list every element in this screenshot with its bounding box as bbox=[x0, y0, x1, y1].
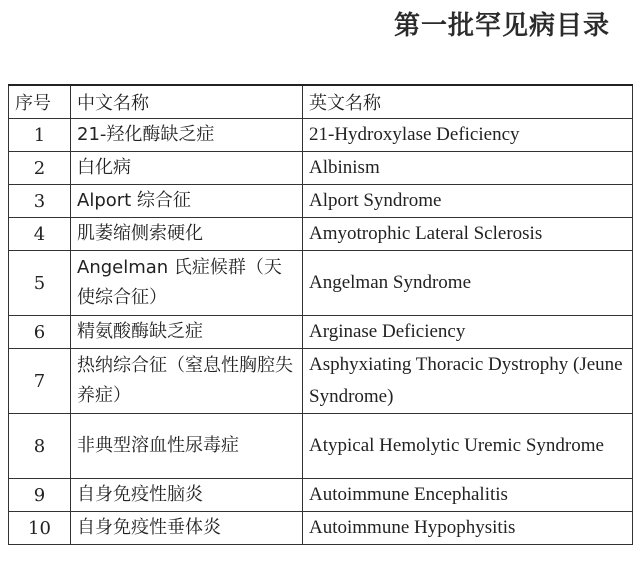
row-en-name: Atypical Hemolytic Uremic Syndrome bbox=[303, 414, 633, 479]
row-en-name: Arginase Deficiency bbox=[303, 316, 633, 349]
table-row bbox=[9, 512, 633, 545]
table-row bbox=[9, 185, 633, 218]
row-en-name: Albinism bbox=[303, 152, 633, 185]
row-zh-name: 自身免疫性脑炎 bbox=[71, 479, 303, 512]
row-zh-name: 肌萎缩侧索硬化 bbox=[71, 218, 303, 251]
table-row bbox=[9, 414, 633, 479]
table-row bbox=[9, 218, 633, 251]
row-en-name: Amyotrophic Lateral Sclerosis bbox=[303, 218, 633, 251]
row-num: 1 bbox=[9, 119, 71, 152]
row-zh-name: 白化病 bbox=[71, 152, 303, 185]
table-row bbox=[9, 316, 633, 349]
disease-table bbox=[8, 84, 633, 545]
row-num: 6 bbox=[9, 316, 71, 349]
table-row bbox=[9, 479, 633, 512]
row-num: 5 bbox=[9, 251, 71, 316]
row-num: 7 bbox=[9, 349, 71, 414]
row-num: 9 bbox=[9, 479, 71, 512]
row-zh-name: Alport 综合征 bbox=[71, 185, 303, 218]
table-row bbox=[9, 119, 633, 152]
page-title: 第一批罕见病目录 bbox=[393, 11, 610, 41]
row-zh-name: 非典型溶血性尿毒症 bbox=[71, 414, 303, 479]
row-en-name: Angelman Syndrome bbox=[303, 251, 633, 316]
header-en: 英文名称 bbox=[303, 85, 633, 119]
row-zh-name: 精氨酸酶缺乏症 bbox=[71, 316, 303, 349]
table-row bbox=[9, 349, 633, 414]
header-zh: 中文名称 bbox=[71, 85, 303, 119]
row-num: 3 bbox=[9, 185, 71, 218]
table-row bbox=[9, 152, 633, 185]
row-en-name: Alport Syndrome bbox=[303, 185, 633, 218]
header-num: 序号 bbox=[9, 85, 71, 119]
row-num: 8 bbox=[9, 414, 71, 479]
row-en-name: Autoimmune Encephalitis bbox=[303, 479, 633, 512]
row-zh-name: 自身免疫性垂体炎 bbox=[71, 512, 303, 545]
row-num: 10 bbox=[9, 512, 71, 545]
row-en-name: Autoimmune Hypophysitis bbox=[303, 512, 633, 545]
row-zh-name: Angelman 氏症候群（天使综合征） bbox=[71, 251, 303, 316]
row-zh-name: 21-羟化酶缺乏症 bbox=[71, 119, 303, 152]
row-zh-name: 热纳综合征（窒息性胸腔失养症） bbox=[71, 349, 303, 414]
table-header-row bbox=[9, 85, 633, 119]
row-en-name: 21-Hydroxylase Deficiency bbox=[303, 119, 633, 152]
row-num: 2 bbox=[9, 152, 71, 185]
rare-disease-table bbox=[8, 84, 632, 545]
row-num: 4 bbox=[9, 218, 71, 251]
table-row bbox=[9, 251, 633, 316]
row-en-name: Asphyxiating Thoracic Dystrophy (Jeune Syndrome) bbox=[303, 349, 633, 414]
